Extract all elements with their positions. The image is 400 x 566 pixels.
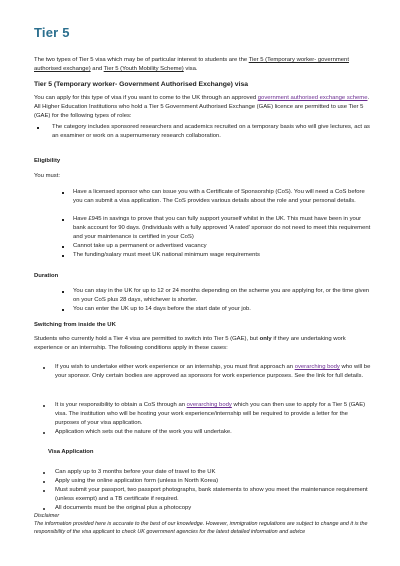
gae-bullet-item: The category includes sponsored researchers and academics recruited on a temporary basis who will give lectures, act as an examiner or work on a supernumerary research collaboration. — [52, 124, 370, 139]
gov-exchange-scheme-link[interactable]: government authorised exchange scheme — [257, 95, 368, 101]
visa-application-item: Must submit your passport, two passport photographs, bank statements to show you meet the maintenance requirement (unless exempt) and a TB certificate if required. — [55, 487, 368, 502]
visa-application-item: Apply using the online application form (unless in North Korea) — [55, 478, 219, 484]
duration-heading: Duration — [34, 273, 59, 279]
duration-item: You can stay in the UK for up to 12 or 24 months depending on the scheme you are applying for, or the time given on your CoS plus 28 days, whichever is shorter. — [73, 288, 370, 303]
bullet-marker — [37, 127, 39, 129]
visa-application-heading: Visa Application — [48, 449, 94, 455]
bullet-marker — [43, 432, 45, 434]
bullet-marker — [43, 490, 45, 492]
bullet-marker — [62, 309, 64, 311]
intro-text-end: visa. — [183, 66, 198, 72]
switching-paragraph — [34, 335, 370, 353]
intro-paragraph — [34, 56, 370, 74]
bullet-marker — [43, 405, 45, 407]
bullet-marker — [43, 481, 45, 483]
eligibility-item: Have a licensed sponsor who can issue you with a Certificate of Sponsorship (CoS). You will need a CoS before you can submit a visa application. The CoS provides various details about the role and your personal details. — [73, 189, 365, 204]
gae-text: You can apply for this type of visa if you want to come to the UK through an approved — [34, 95, 258, 101]
tier5-gae-link[interactable]: Tier 5 (Temporary worker- government authorised exchange) — [34, 57, 349, 72]
gae-paragraph — [34, 94, 370, 121]
switching-only: only — [259, 336, 272, 342]
bullet-marker — [43, 508, 45, 510]
bullet-marker — [62, 255, 64, 257]
switching-item-text: If you wish to undertake either work experience or an internship, you must first approach an — [55, 364, 295, 370]
switching-text: Students who currently hold a Tier 4 visa are permitted to switch into Tier 5 (GAE), but — [34, 336, 260, 342]
switching-item-text-end: which you can then use to apply for a Tier 5 (GAE) visa. The institution who will be hosting your work experience/internship will be required to provide a letter for the purposes of your visa application. — [55, 402, 366, 426]
disclaimer-text: The information provided here is accurate to the best of our knowledge. However, immigration regulations are subject to change and it is the responsibility of the visa applicant to check UK government agencies for the latest detailed information and advice — [34, 521, 368, 535]
overarching-body-link[interactable]: overarching body — [294, 364, 340, 370]
switching-text-end: if they are undertaking work experience or an internship. The following conditions apply in these cases: — [34, 336, 346, 351]
eligibility-item: Have £945 in savings to prove that you can fully support yourself whilst in the UK. This must have been in your bank account for 90 days. (Individuals with a fully approved 'A rated' sponsor do not need to meet this requirement and your maintenance is certified in your CoS) — [73, 216, 371, 240]
switching-item-text: It is your responsibility to obtain a CoS through an — [55, 402, 187, 408]
bullet-marker — [62, 291, 64, 293]
switching-heading: Switching from inside the UK — [34, 322, 116, 328]
eligibility-heading: Eligibility — [34, 158, 61, 164]
gae-heading: Tier 5 (Temporary worker- Government Authorised Exchange) visa — [34, 81, 249, 88]
bullet-marker — [43, 472, 45, 474]
bullet-marker — [62, 219, 64, 221]
page-title: Tier 5 — [34, 25, 70, 40]
visa-application-item: All documents must be the original plus a photocopy — [55, 505, 192, 511]
gae-text-end: . All Higher Education Institutions who hold a Tier 5 Government Authorised Exchange (GAE) licence are permitted to use Tier 5 (GAE) for the following types of roles: — [34, 95, 370, 119]
eligibility-item: The funding/salary must meet UK national minimum wage requirements — [73, 252, 260, 258]
visa-application-item: Can apply up to 3 months before your date of travel to the UK — [55, 469, 216, 475]
switching-item: Application which sets out the nature of the work you will undertake. — [55, 429, 232, 435]
eligibility-intro: You must: — [34, 173, 60, 179]
switching-item — [55, 401, 371, 428]
bullet-marker — [62, 246, 64, 248]
disclaimer-heading: Disclaimer — [34, 513, 60, 519]
intro-text-mid: and — [90, 66, 104, 72]
intro-text: The two types of Tier 5 visa which may be of particular interest to students are the — [34, 57, 249, 63]
eligibility-item: Cannot take up a permanent or advertised vacancy — [73, 243, 207, 249]
switching-item — [55, 363, 371, 381]
bullet-marker — [43, 367, 45, 369]
overarching-body-link[interactable]: overarching body — [186, 402, 232, 408]
duration-item: You can enter the UK up to 14 days before the start date of your job. — [73, 306, 251, 312]
switching-item-text-end: who will be your sponsor. Only certain bodies are approved as sponsors for work experience purposes. See the link for full details. — [55, 364, 371, 379]
tier5-yms-link[interactable]: Tier 5 (Youth Mobility Scheme) — [103, 66, 184, 72]
bullet-marker — [62, 192, 64, 194]
